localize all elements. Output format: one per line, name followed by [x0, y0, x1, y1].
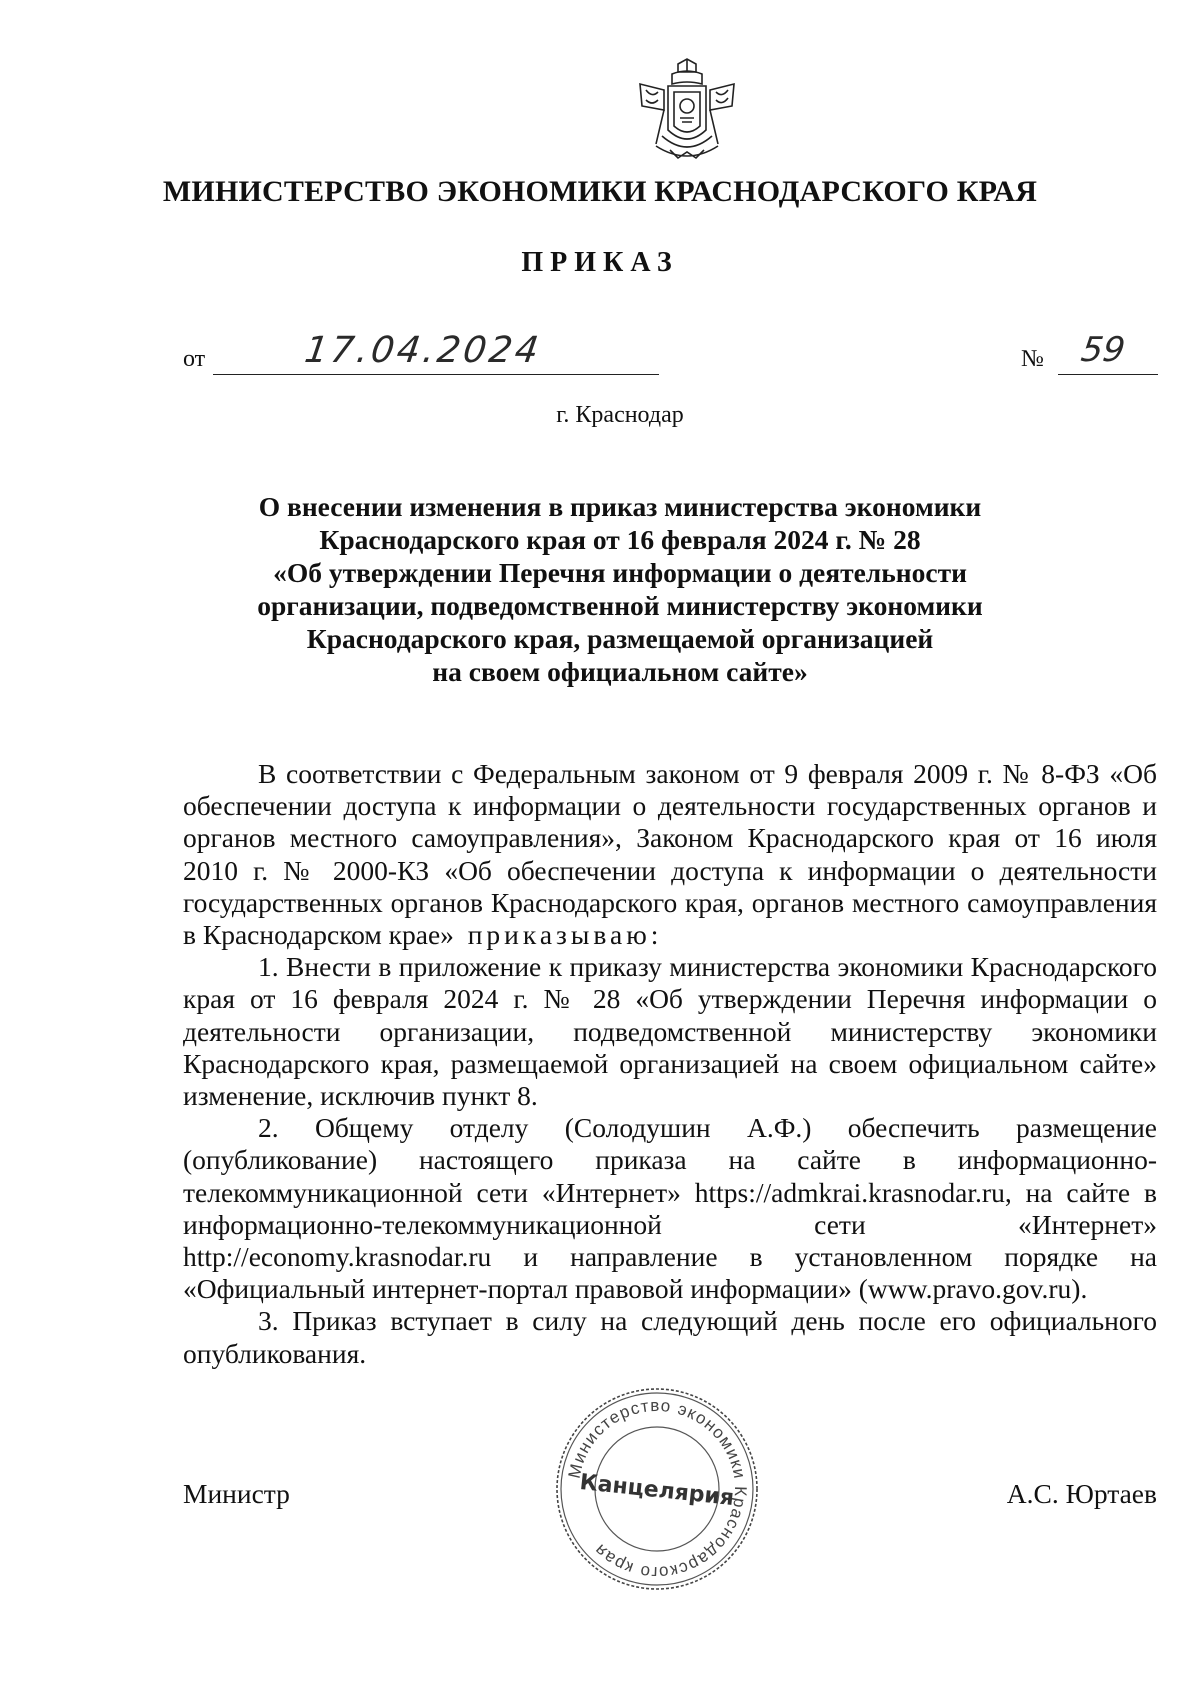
- order-word: приказываю:: [467, 919, 663, 951]
- stamp-center-text: Канцелярия: [578, 1469, 736, 1512]
- preamble-paragraph: [183, 758, 1157, 951]
- item-2: 2. Общему отделу (Солодушин А.Ф.) обеспечить размещение (опубликование) настоящего приказа на сайте в информационно-телекоммуникационной сети «Интернет» https://admkrai.krasnodar.ru, на сайте в информационно-телекоммуникационной сети «Интернет» http://economy.krasnodar.ru и направление в установленном порядке на «Официальный интернет-портал правовой информации» (www.pravo.gov.ru).: [183, 1112, 1157, 1305]
- subject-line: на своем официальном сайте»: [432, 656, 808, 687]
- date-prefix: от: [183, 346, 206, 372]
- handwritten-date: 17.04.2024: [302, 330, 544, 371]
- handwritten-number: 59: [1078, 330, 1128, 370]
- item-1: 1. Внести в приложение к приказу министерства экономики Краснодарского края от 16 февраля 2024 г. № 28 «Об утверждении Перечня информации о деятельности организации, подведомственной министерству экономики Краснодарского края, размещаемой организацией на своем официальном сайте» изменение, исключив пункт 8.: [183, 951, 1157, 1112]
- office-stamp: [553, 1385, 761, 1593]
- date-number-row: [183, 332, 1157, 378]
- date-underline: [213, 374, 659, 375]
- preamble-text: В соответствии с Федеральным законом от 9 февраля 2009 г. № 8-ФЗ «Об обеспечении доступа к информации о деятельности государственных органов и органов местного самоуправления», Законом Краснодарского края от 16 июля 2010 г. № 2000-КЗ «Об обеспечении доступа к информации о деятельности государственных органов Краснодарского края, органов местного самоуправления в Краснодарском крае»: [183, 758, 1157, 951]
- order-subject: [220, 490, 1020, 688]
- signer-name: А.С. Юртаев: [1006, 1478, 1157, 1509]
- document-type-title: ПРИКАЗ: [521, 247, 679, 278]
- number-underline: [1058, 374, 1158, 375]
- city: г. Краснодар: [556, 402, 684, 428]
- coat-of-arms-icon: [634, 58, 740, 166]
- number-label: №: [1021, 346, 1044, 372]
- stamp-ring-text: Министерство экономики Краснодарского края: [564, 1395, 751, 1583]
- subject-line: Краснодарского края от 16 февраля 2024 г. № 28: [319, 524, 921, 555]
- subject-line: О внесении изменения в приказ министерства экономики: [258, 491, 982, 522]
- signer-position: Министр: [183, 1478, 290, 1509]
- subject-line: «Об утверждении Перечня информации о деятельности: [273, 557, 967, 588]
- ministry-name: МИНИСТЕРСТВО ЭКОНОМИКИ КРАСНОДАРСКОГО КРАЯ: [162, 175, 1038, 208]
- order-body: [183, 758, 1157, 1370]
- subject-line: организации, подведомственной министерству экономики: [257, 590, 983, 621]
- subject-line: Краснодарского края, размещаемой организацией: [306, 623, 934, 654]
- item-3: 3. Приказ вступает в силу на следующий день после его официального опубликования.: [183, 1305, 1157, 1369]
